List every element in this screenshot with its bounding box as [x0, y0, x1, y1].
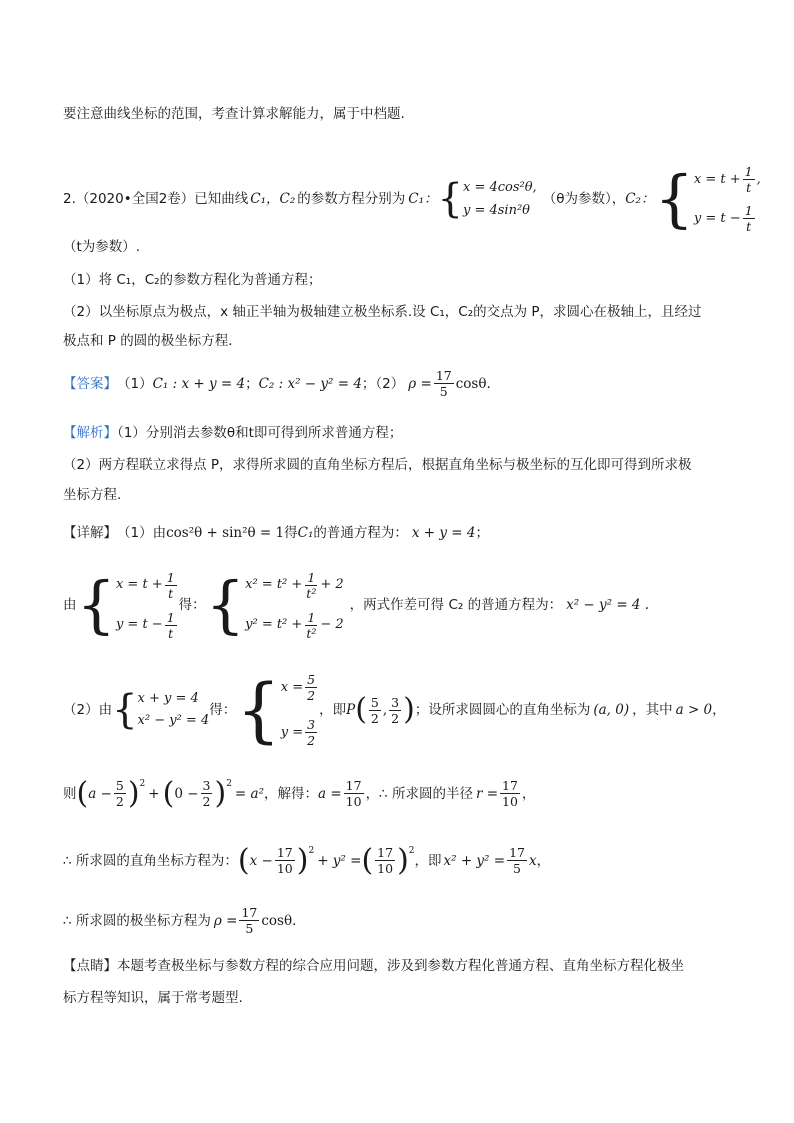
c2-param: （t为参数）. — [63, 239, 141, 255]
c2-eq2: y = t − $\frac{1}{t}$ — [693, 203, 753, 234]
answer-sep: ； — [245, 375, 259, 392]
c2-system — [654, 160, 760, 238]
answer-tail: cosθ. — [455, 375, 491, 392]
analysis-line-2: （2）两方程联立求得点 P，求得所求圆的直角坐标方程后，根据直角坐标与极坐标的互化即可得到所求极 — [63, 457, 692, 473]
part-1: （1）将 C₁，C₂的参数方程化为普通方程； — [63, 272, 322, 288]
answer-c1-eq: C₁ : x + y = 4 — [152, 375, 246, 392]
c1-result: x + y = 4 — [411, 525, 476, 541]
answer-rho: ρ = — [408, 375, 432, 392]
c1-system — [438, 176, 537, 222]
problem-text: 的参数方程分别为 — [297, 191, 406, 207]
analysis-line-1: 【解析】（1）分别消去参数θ和t即可得到所求普通方程； — [63, 425, 403, 441]
c1-param: （θ为参数）， — [542, 191, 626, 207]
answer-line — [63, 368, 491, 399]
problem-header — [63, 160, 761, 238]
detail-radius-line: 则 ( a − $\frac{5}{2}$ ) $^2$ + ( 0 − $\frac{3}{2}$ ) $^2$ = a² ，解得： a = $\frac{17}{10}$ ，∴ 所求圆的半径 r = $\frac{17}{10}$ ， — [63, 775, 536, 811]
intersect-system: { x + y = 4 x² − y² = 4 — [112, 687, 210, 733]
c2-result: x² − y² = 4 . — [566, 597, 650, 613]
squared-system: { x² = t² + $\frac{1}{\text{t²}}$ + 2 y² = t² + $\frac{1}{\text{t²}}$ − 2 — [205, 568, 344, 641]
brace-c2: { — [654, 162, 694, 235]
answer-tag: 【答案】 — [63, 375, 117, 392]
c2-label: C₂： — [625, 191, 655, 207]
detail-system-line: 由 { x = t + $\frac{1}{t}$ y = t − $\frac{1}{t}$ 得： { x² = t² + $\frac{1}{\text{t²}}$ + 2 y² = t² + $\frac{1}{\text{t²}}$ − 2 ，两式作差可得 C₂ 的普通方程为： x² − y² = 4 . — [63, 565, 649, 645]
remark-line-1: 【点睛】本题考查极坐标与参数方程的综合应用问题，涉及到参数方程化普通方程、直角坐标方程化极坐 — [63, 958, 684, 974]
solution-system: { x = $\frac{5}{2}$ y = $\frac{3}{2}$ — [236, 669, 316, 751]
t-system: { x = t + $\frac{1}{t}$ y = t − $\frac{1}{t}$ — [76, 568, 175, 641]
part-2-line-1: （2）以坐标原点为极点，x 轴正半轴为极轴建立极坐标系.设 C₁，C₂的交点为 P，求圆心在极轴上，且经过 — [63, 304, 702, 320]
answer-c2-eq: C₂ : x² − y² = 4 — [258, 375, 362, 392]
analysis-line-3: 坐标方程. — [63, 487, 122, 503]
c2-eq1: x = t + $\frac{1}{t}$ , — [693, 164, 761, 195]
answer-fraction: $\frac{17}{5}$ — [435, 368, 452, 399]
detail-rect-line: ∴ 所求圆的直角坐标方程为： ( x − $\frac{17}{10}$ ) $^2$ + y² = ( $\frac{17}{10}$ ) $^2$ ，即 x² + y² = $\frac{17}{5}$ x ， — [63, 842, 551, 878]
analysis-tag: 【解析】 — [63, 425, 117, 441]
detail-part2-line: （2）由 { x + y = 4 x² − y² = 4 得： { x = $\frac{5}{2}$ y = $\frac{3}{2}$ ，即 P ( $\frac{5}{2}$ , $\frac{3}{2}$ ) ；设所求圆圆心的直角坐标为 (a, 0) ，其中 a > 0 ， — [63, 665, 726, 755]
intro-line: 要注意曲线坐标的范围，考查计算求解能力，属于中档题. — [63, 106, 405, 122]
curve-names: C₁，C₂ — [250, 191, 296, 207]
answer-part2-label: ；（2） — [361, 375, 405, 392]
remark-tag: 【点睛】 — [63, 958, 117, 974]
c1-label: C₁： — [408, 191, 438, 207]
c1-eq2: y = 4sin²θ — [462, 202, 530, 218]
problem-number-source: 2.（2020•全国2卷）已知曲线 — [63, 191, 249, 207]
detail-tag: 【详解】 — [63, 525, 117, 541]
brace-c1: { — [437, 176, 463, 222]
detail-polar-line: ∴ 所求圆的极坐标方程为 ρ = $\frac{17}{5}$ cosθ. — [63, 905, 297, 936]
answer-part1-label: （1） — [117, 375, 153, 392]
c1-eq1: x = 4cos²θ, — [462, 179, 537, 195]
detail-line-1: 【详解】 （1）由 cos²θ + sin²θ = 1 得 C₁ 的普通方程为： x + y = 4 ； — [63, 525, 489, 541]
part-2-line-2: 极点和 P 的圆的极坐标方程. — [63, 333, 233, 349]
remark-line-2: 标方程等知识，属于常考题型. — [63, 990, 243, 1006]
identity-eq: cos²θ + sin²θ = 1 — [166, 525, 285, 541]
